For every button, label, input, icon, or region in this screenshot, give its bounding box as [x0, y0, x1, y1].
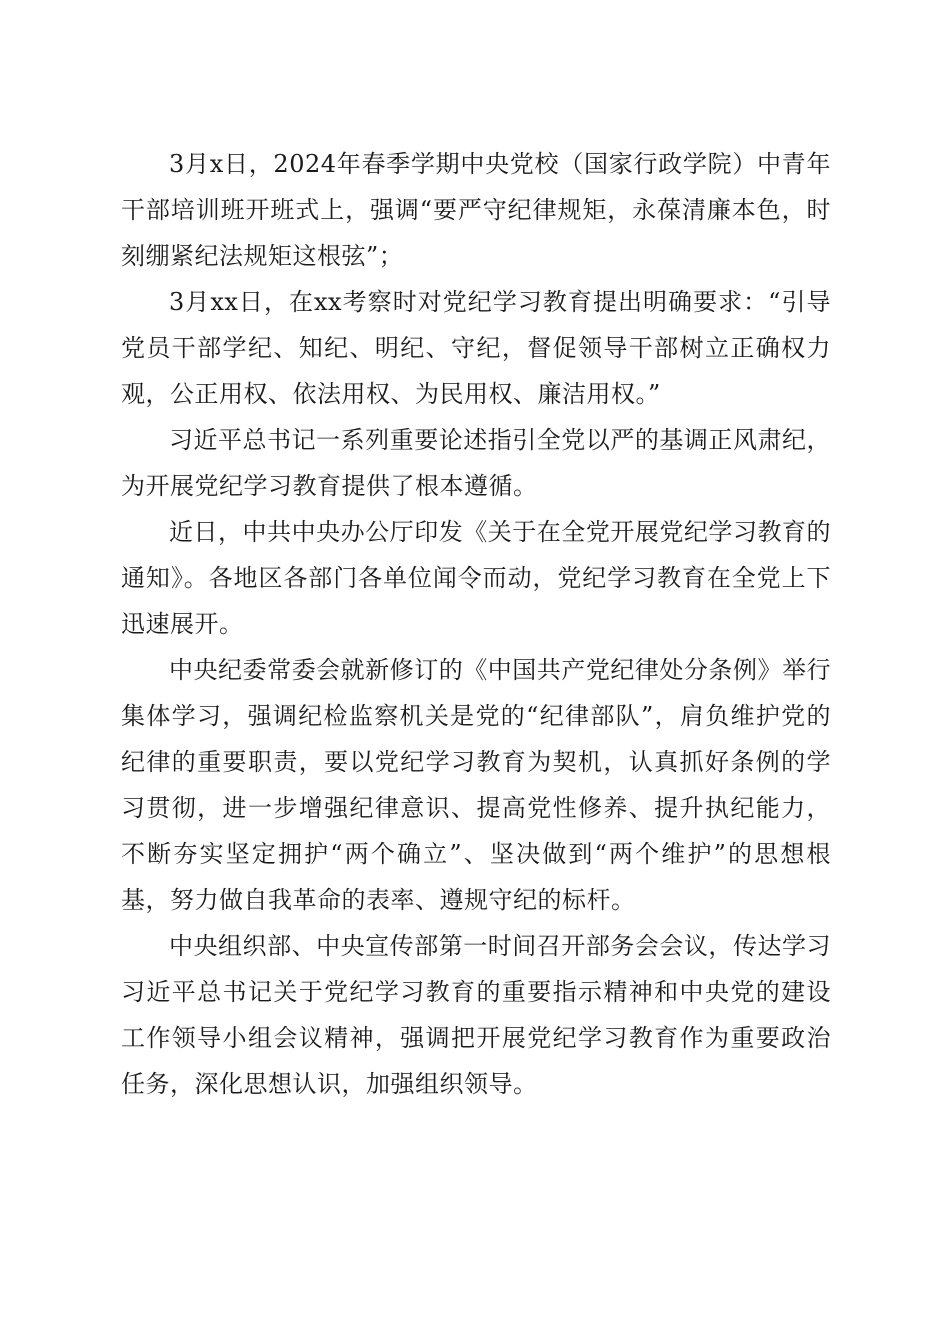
- paragraph-3: 习近平总书记一系列重要论述指引全党以严的基调正风肃纪，为开展党纪学习教育提供了根本遵循。: [121, 426, 831, 500]
- paragraph-2: 3月xx日，在xx考察时对党纪学习教育提出明确要求：“引导党员干部学纪、知纪、明纪、守纪，督促领导干部树立正确权力观，公正用权、依法用权、为民用权、廉洁用权。”: [121, 288, 831, 408]
- paragraph-5: 中央纪委常委会就新修订的《中国共产党纪律处分条例》举行集体学习，强调纪检监察机关是党的“纪律部队”，肩负维护党的纪律的重要职责，要以党纪学习教育为契机，认真抓好条例的学习贯彻，进一步增强纪律意识、提高党性修养、提升执纪能力，不断夯实坚定拥护“两个确立”、坚决做到“两个维护”的思想根基，努力做自我革命的表率、遵规守纪的标杆。: [121, 656, 831, 914]
- paragraph-6: 中央组织部、中央宣传部第一时间召开部务会会议，传达学习习近平总书记关于党纪学习教育的重要指示精神和中央党的建设工作领导小组会议精神，强调把开展党纪学习教育作为重要政治任务，深化思想认识，加强组织领导。: [121, 932, 831, 1098]
- paragraph-4: 近日，中共中央办公厅印发《关于在全党开展党纪学习教育的通知》。各地区各部门各单位闻令而动，党纪学习教育在全党上下迅速展开。: [121, 518, 831, 638]
- paragraph-1: 3月x日，2024年春季学期中央党校（国家行政学院）中青年干部培训班开班式上，强调“要严守纪律规矩，永葆清廉本色，时刻绷紧纪法规矩这根弦”；: [121, 150, 831, 270]
- document-body: [121, 141, 831, 1107]
